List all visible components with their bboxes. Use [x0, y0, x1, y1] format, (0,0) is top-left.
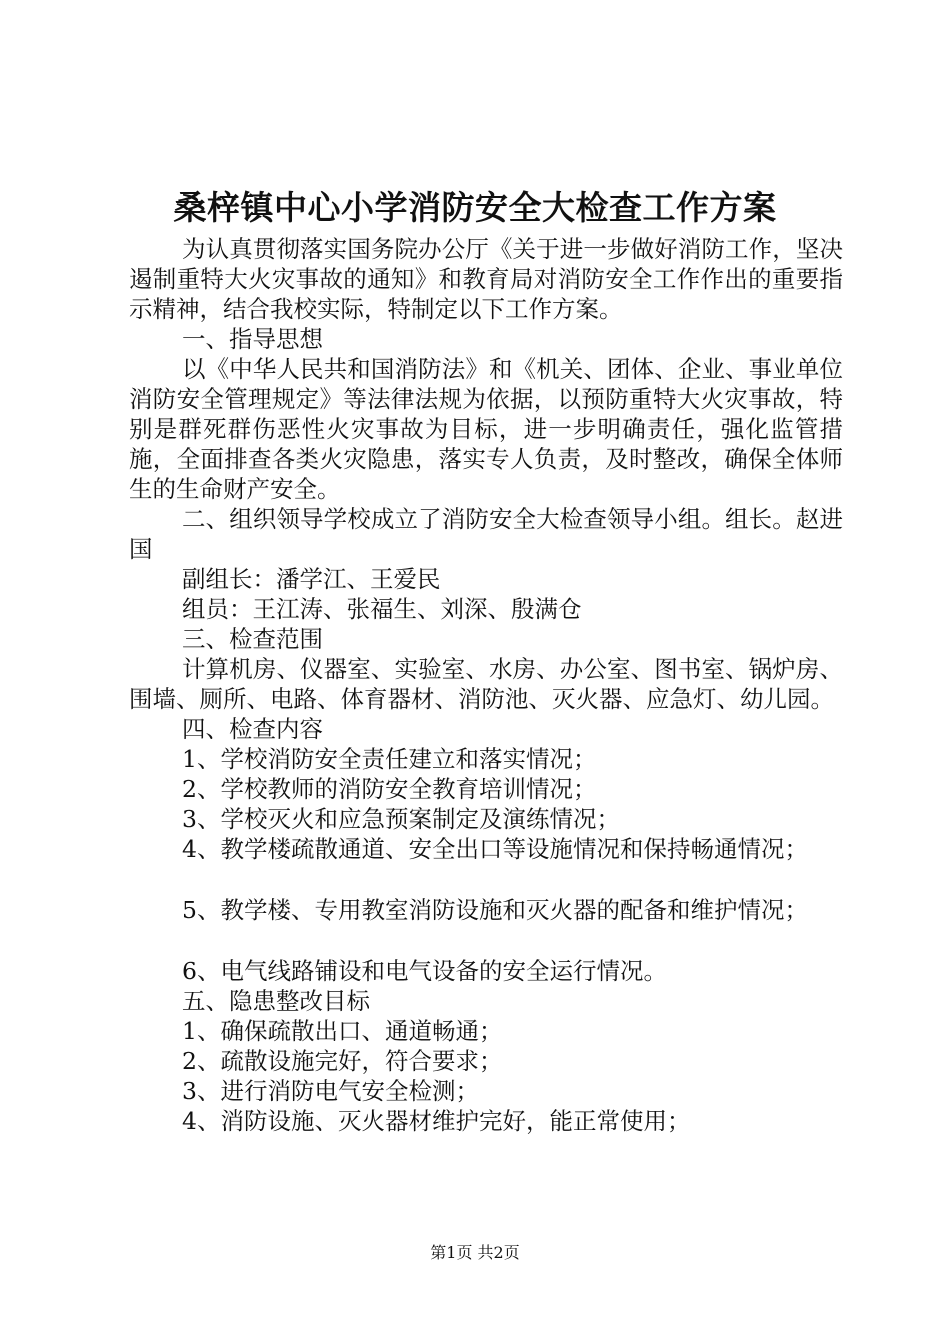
- section-heading-inspection-content: 四、检查内容: [182, 715, 323, 743]
- goal-item-3: 3、进行消防电气安全检测；: [182, 1077, 479, 1105]
- content-item-2: 2、学校教师的消防安全教育培训情况；: [182, 775, 597, 803]
- section-heading-inspection-scope: 三、检查范围: [182, 625, 323, 653]
- section-heading-guiding-ideology: 一、指导思想: [182, 325, 323, 353]
- goal-item-4: 4、消防设施、灭火器材维护完好，能正常使用；: [182, 1107, 691, 1135]
- content-item-3: 3、学校灭火和应急预案制定及演练情况；: [182, 805, 620, 833]
- goal-item-2: 2、疏散设施完好，符合要求；: [182, 1047, 503, 1075]
- members-line: 组员：王江涛、张福生、刘深、殷满仓: [182, 595, 582, 623]
- document-body: [129, 234, 843, 1136]
- intro-paragraph: 为认真贯彻落实国务院办公厅《关于进一步做好消防工作，坚决遏制重特大火灾事故的通知》和教育局对消防安全工作作出的重要指示精神，结合我校实际，特制定以下工作方案。: [129, 235, 843, 323]
- content-item-5: 5、教学楼、专用教室消防设施和灭火器的配备和维护情况；: [182, 896, 808, 924]
- page-footer: 第1页 共2页: [430, 1243, 520, 1262]
- section-heading-rectification-goals: 五、隐患整改目标: [182, 987, 370, 1015]
- goal-item-1: 1、确保疏散出口、通道畅通；: [182, 1017, 503, 1045]
- content-item-4: 4、教学楼疏散通道、安全出口等设施情况和保持畅通情况；: [182, 835, 808, 863]
- guiding-ideology-paragraph: 以《中华人民共和国消防法》和《机关、团体、企业、事业单位消防安全管理规定》等法律法规为依据，以预防重特大火灾事故，特别是群死群伤恶性火灾事故为目标，进一步明确责任，强化监管措施，全面排查各类火灾隐患，落实专人负责，及时整改，确保全体师生的生命财产安全。: [129, 355, 843, 503]
- organization-paragraph: 二、组织领导学校成立了消防安全大检查领导小组。组长。赵进国: [129, 505, 843, 563]
- inspection-scope-paragraph: 计算机房、仪器室、实验室、水房、办公室、图书室、锅炉房、围墙、厕所、电路、体育器材、消防池、灭火器、应急灯、幼儿园。: [129, 655, 843, 713]
- document-title: 桑梓镇中心小学消防安全大检查工作方案: [173, 188, 777, 227]
- spacer: [129, 925, 843, 956]
- content-item-6: 6、电气线路铺设和电气设备的安全运行情况。: [182, 957, 667, 985]
- content-item-1: 1、学校消防安全责任建立和落实情况；: [182, 745, 597, 773]
- spacer: [129, 864, 843, 895]
- deputy-leaders-line: 副组长：潘学江、王爱民: [182, 565, 441, 593]
